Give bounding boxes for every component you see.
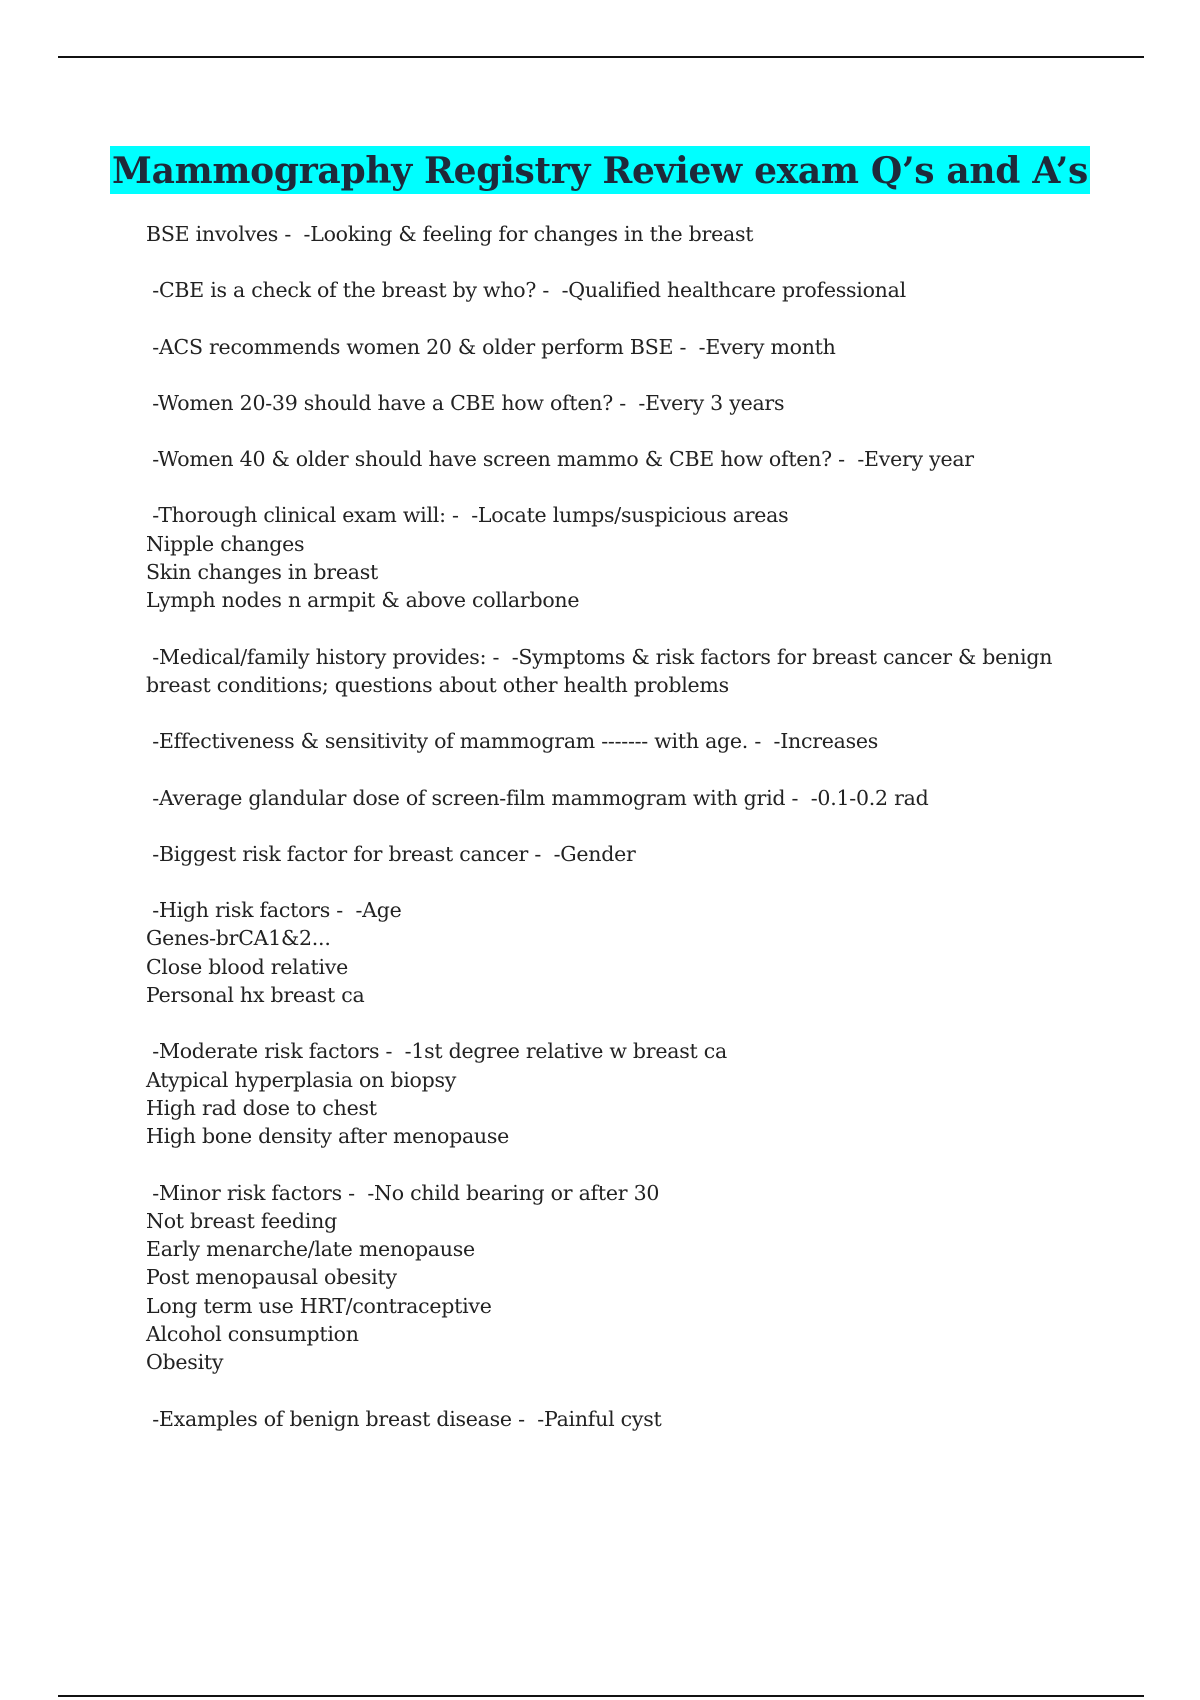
qa-answer-line: Personal hx breast ca: [146, 983, 365, 1008]
qa-answer-line: High rad dose to chest: [146, 1095, 377, 1120]
qa-item: [146, 643, 1076, 700]
qa-item: [146, 1179, 1076, 1377]
qa-item: [146, 1037, 1076, 1150]
qa-answer-line: Long term use HRT/contraceptive: [146, 1293, 492, 1318]
qa-question-answer: -Effectiveness & sensitivity of mammogram ------- with age. - -Increases: [146, 729, 879, 754]
qa-list: [146, 220, 1076, 1461]
qa-item: [146, 389, 1076, 417]
title-block: [0, 146, 1200, 194]
qa-question-answer: -Examples of benign breast disease - -Painful cyst: [146, 1406, 662, 1431]
qa-question-answer: -Average glandular dose of screen-film mammogram with grid - -0.1-0.2 rad: [146, 785, 929, 810]
qa-answer-line: Lymph nodes n armpit & above collarbone: [146, 588, 580, 613]
qa-question-answer: -Women 20-39 should have a CBE how often? - -Every 3 years: [146, 390, 785, 415]
qa-answer-line: Obesity: [146, 1350, 224, 1375]
qa-answer-line: Early menarche/late menopause: [146, 1237, 475, 1262]
qa-question-answer: -High risk factors - -Age: [146, 898, 402, 923]
qa-item: [146, 333, 1076, 361]
footer-rule: [58, 1695, 1144, 1697]
qa-item: [146, 840, 1076, 868]
qa-question-answer: -ACS recommends women 20 & older perform BSE - -Every month: [146, 334, 836, 359]
qa-answer-line: Atypical hyperplasia on biopsy: [146, 1067, 457, 1092]
qa-question-answer: -Biggest risk factor for breast cancer - -Gender: [146, 841, 636, 866]
qa-item: [146, 784, 1076, 812]
qa-item: [146, 727, 1076, 755]
document-title: Mammography Registry Review exam Q’s and A’s: [110, 146, 1090, 194]
qa-question-answer: -Medical/family history provides: - -Symptoms & risk factors for breast cancer & benign: [146, 644, 1053, 669]
qa-question-answer: -Minor risk factors - -No child bearing or after 30: [146, 1180, 660, 1205]
qa-item: [146, 220, 1076, 248]
qa-item: [146, 445, 1076, 473]
qa-item: [146, 1405, 1076, 1433]
qa-answer-line: Alcohol consumption: [146, 1322, 359, 1347]
qa-question-answer: -Thorough clinical exam will: - -Locate lumps/suspicious areas: [146, 503, 789, 528]
qa-question-answer: BSE involves - -Looking & feeling for changes in the breast: [146, 222, 754, 246]
qa-question-answer: -Moderate risk factors - -1st degree relative w breast ca: [146, 1039, 727, 1064]
qa-question-answer: -CBE is a check of the breast by who? - -Qualified healthcare professional: [146, 278, 906, 303]
header-rule: [58, 56, 1144, 58]
qa-question-answer: -Women 40 & older should have screen mammo & CBE how often? - -Every year: [146, 447, 974, 472]
qa-item: [146, 276, 1076, 304]
qa-answer-line: Post menopausal obesity: [146, 1265, 397, 1290]
qa-item: [146, 501, 1076, 614]
qa-answer-line: Genes-brCA1&2...: [146, 926, 331, 951]
qa-item: [146, 896, 1076, 1009]
qa-answer-line: Nipple changes: [146, 531, 305, 556]
qa-answer-line: breast conditions; questions about other health problems: [146, 672, 729, 697]
qa-answer-line: Skin changes in breast: [146, 560, 378, 585]
qa-answer-line: Not breast feeding: [146, 1208, 337, 1233]
qa-answer-line: High bone density after menopause: [146, 1124, 510, 1149]
qa-answer-line: Close blood relative: [146, 954, 348, 979]
